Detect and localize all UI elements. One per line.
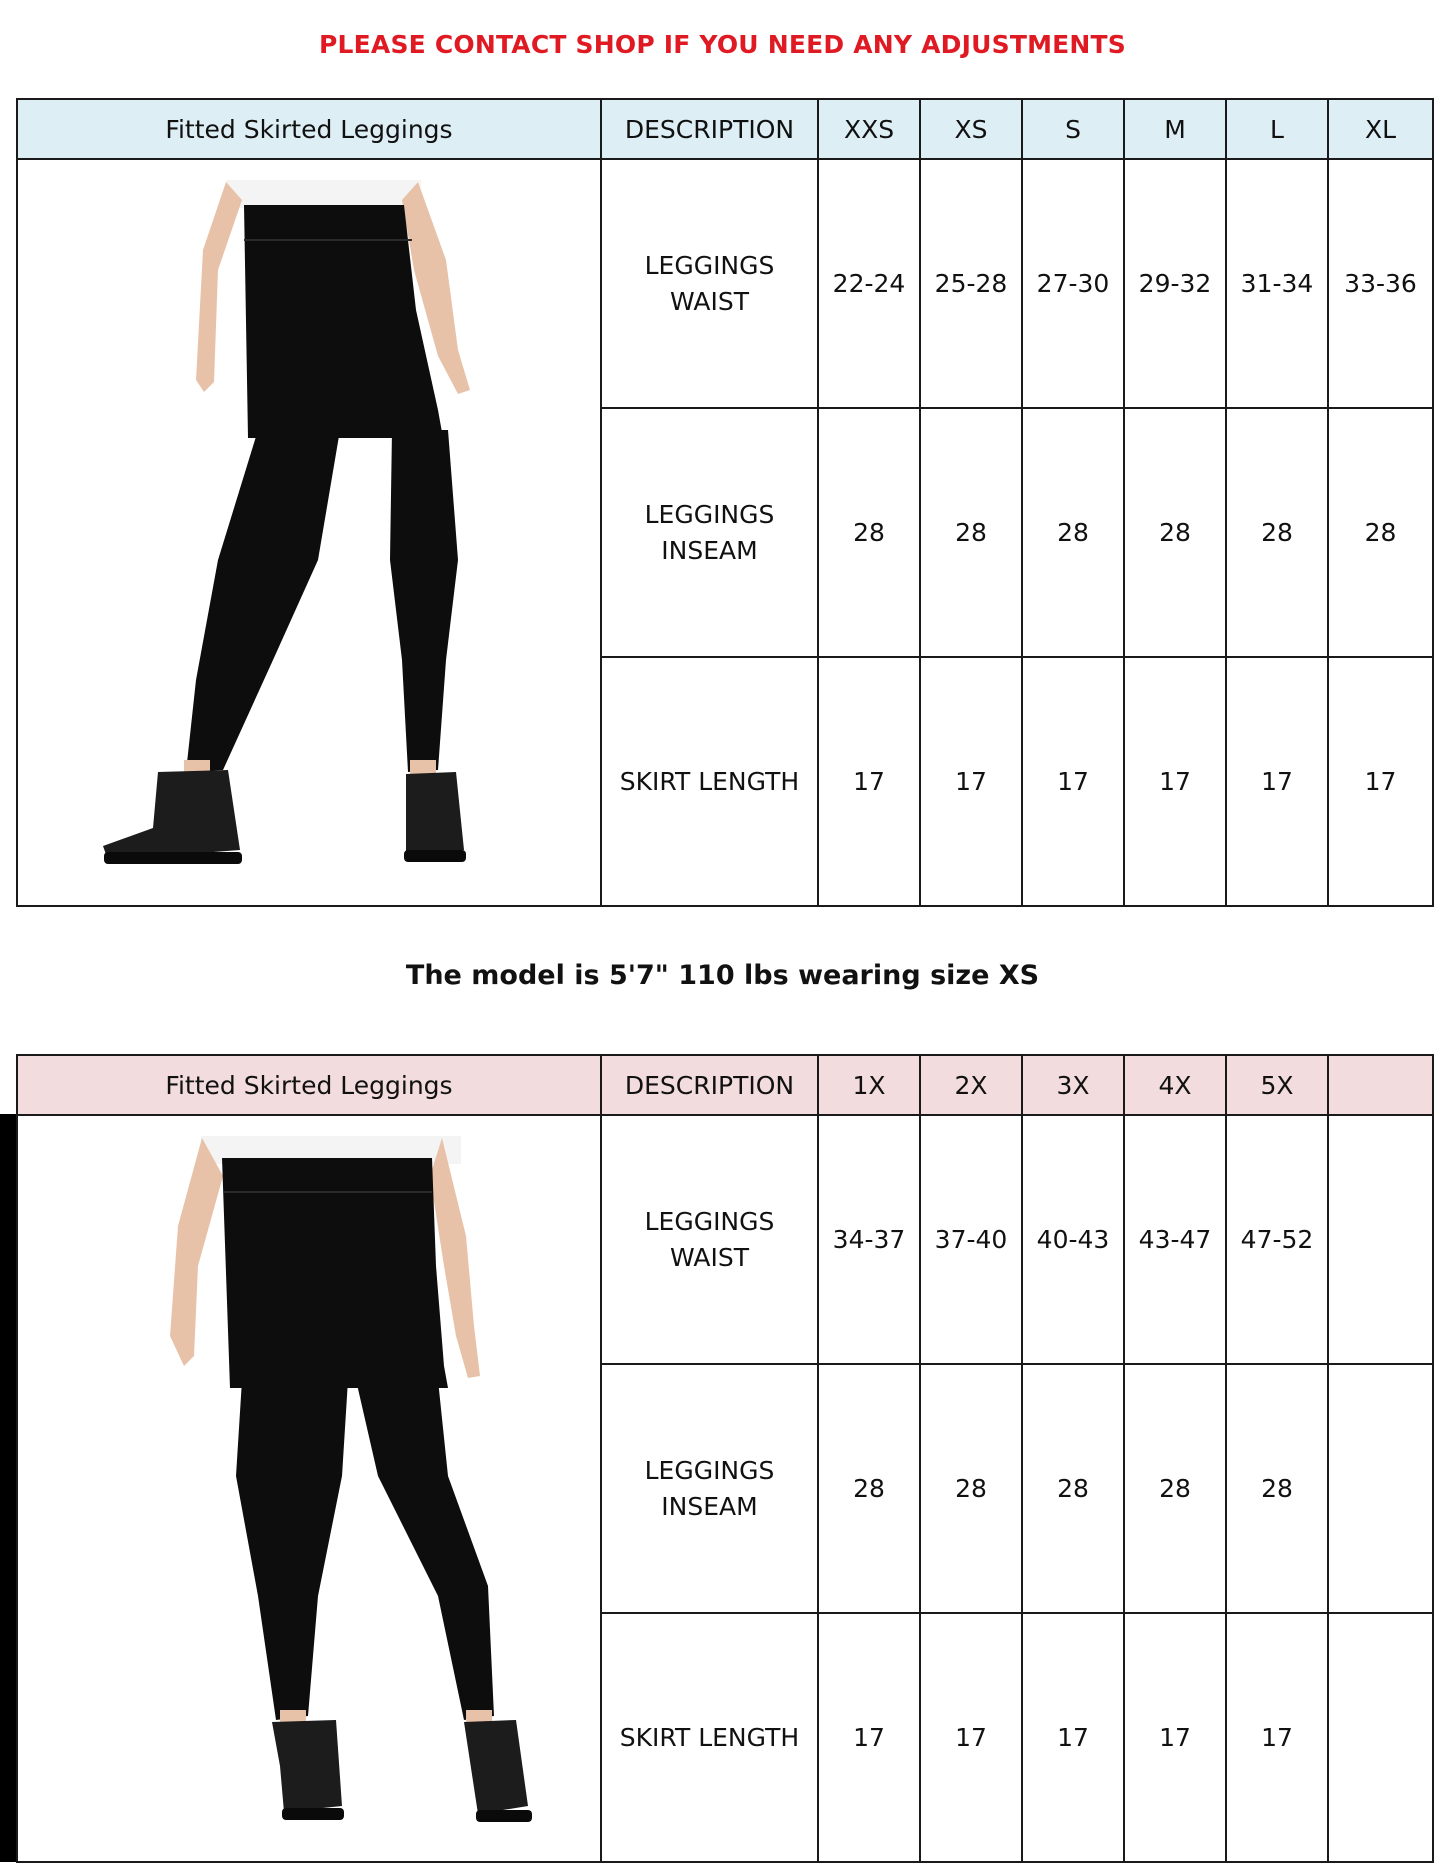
table-cell: 31-34: [1226, 159, 1328, 408]
table-cell: 17: [920, 657, 1022, 906]
table-cell: 22-24: [818, 159, 920, 408]
table-cell: [1328, 1115, 1433, 1364]
boot: [103, 770, 240, 860]
row-label: SKIRT LENGTH: [601, 657, 818, 906]
table-cell: 28: [1124, 1364, 1226, 1613]
adjustments-notice: PLEASE CONTACT SHOP IF YOU NEED ANY ADJUSTMENTS: [318, 30, 1127, 59]
size-header: S: [1022, 99, 1124, 159]
boot: [272, 1720, 342, 1812]
product-name: Fitted Skirted Leggings: [17, 99, 601, 159]
table-cell: 43-47: [1124, 1115, 1226, 1364]
model-size-note: The model is 5'7" 110 lbs wearing size XS: [405, 960, 1040, 991]
size-header: XS: [920, 99, 1022, 159]
model-front-figure: [18, 160, 601, 905]
size-header: XXS: [818, 99, 920, 159]
table-cell: 17: [1328, 657, 1433, 906]
header-row: [17, 1055, 1433, 1115]
table-cell: 28: [1022, 408, 1124, 657]
boot: [406, 772, 464, 856]
table-cell: 17: [1226, 657, 1328, 906]
table-cell: 17: [818, 1613, 920, 1862]
table-cell: 17: [920, 1613, 1022, 1862]
size-header: 3X: [1022, 1055, 1124, 1115]
model-back-figure: [18, 1116, 601, 1861]
table-cell: 17: [1226, 1613, 1328, 1862]
table-cell: 17: [818, 657, 920, 906]
table-cell: 33-36: [1328, 159, 1433, 408]
size-header: M: [1124, 99, 1226, 159]
edge-bar: [0, 1114, 16, 1862]
table-cell: 28: [1328, 408, 1433, 657]
table-cell: 37-40: [920, 1115, 1022, 1364]
row-label: SKIRT LENGTH: [601, 1613, 818, 1862]
table-cell: 28: [920, 408, 1022, 657]
arm: [170, 1138, 223, 1366]
table-cell: 17: [1124, 1613, 1226, 1862]
boot-sole: [476, 1810, 532, 1822]
table-cell: 47-52: [1226, 1115, 1328, 1364]
table-cell: 25-28: [920, 159, 1022, 408]
table-row: [17, 159, 1433, 408]
leggings-leg: [356, 1380, 494, 1720]
row-label: LEGGINGS WAIST: [601, 159, 818, 408]
table-row: [17, 1115, 1433, 1364]
table-cell: 28: [1022, 1364, 1124, 1613]
product-photo-back: [17, 1115, 601, 1862]
table-cell: [1328, 1613, 1433, 1862]
table-cell: 28: [818, 408, 920, 657]
size-header: L: [1226, 99, 1328, 159]
size-header: XL: [1328, 99, 1433, 159]
table-cell: 40-43: [1022, 1115, 1124, 1364]
table-cell: 29-32: [1124, 159, 1226, 408]
size-chart-regular: [16, 98, 1434, 907]
table-cell: 17: [1124, 657, 1226, 906]
table-cell: 28: [1226, 1364, 1328, 1613]
boot-sole: [104, 852, 242, 864]
size-chart-plus: [16, 1054, 1434, 1863]
row-label: LEGGINGS INSEAM: [601, 408, 818, 657]
table-cell: 27-30: [1022, 159, 1124, 408]
row-label: LEGGINGS INSEAM: [601, 1364, 818, 1613]
size-header: 1X: [818, 1055, 920, 1115]
table-cell: [1328, 1364, 1433, 1613]
description-header: DESCRIPTION: [601, 1055, 818, 1115]
size-header: 2X: [920, 1055, 1022, 1115]
size-header: 5X: [1226, 1055, 1328, 1115]
table-cell: 17: [1022, 657, 1124, 906]
shirt-hem: [226, 180, 421, 208]
product-photo-front: [17, 159, 601, 906]
leggings-leg: [186, 430, 340, 772]
arm: [196, 182, 242, 392]
row-label: LEGGINGS WAIST: [601, 1115, 818, 1364]
product-name: Fitted Skirted Leggings: [17, 1055, 601, 1115]
boot-sole: [404, 850, 466, 862]
leggings-leg: [390, 430, 458, 772]
header-row: [17, 99, 1433, 159]
leggings-leg: [236, 1380, 348, 1720]
description-header: DESCRIPTION: [601, 99, 818, 159]
table-cell: 28: [1226, 408, 1328, 657]
boot: [464, 1720, 528, 1814]
table-cell: 17: [1022, 1613, 1124, 1862]
size-header: [1328, 1055, 1433, 1115]
boot-sole: [282, 1808, 344, 1820]
table-cell: 34-37: [818, 1115, 920, 1364]
table-cell: 28: [818, 1364, 920, 1613]
size-header: 4X: [1124, 1055, 1226, 1115]
table-cell: 28: [920, 1364, 1022, 1613]
table-cell: 28: [1124, 408, 1226, 657]
